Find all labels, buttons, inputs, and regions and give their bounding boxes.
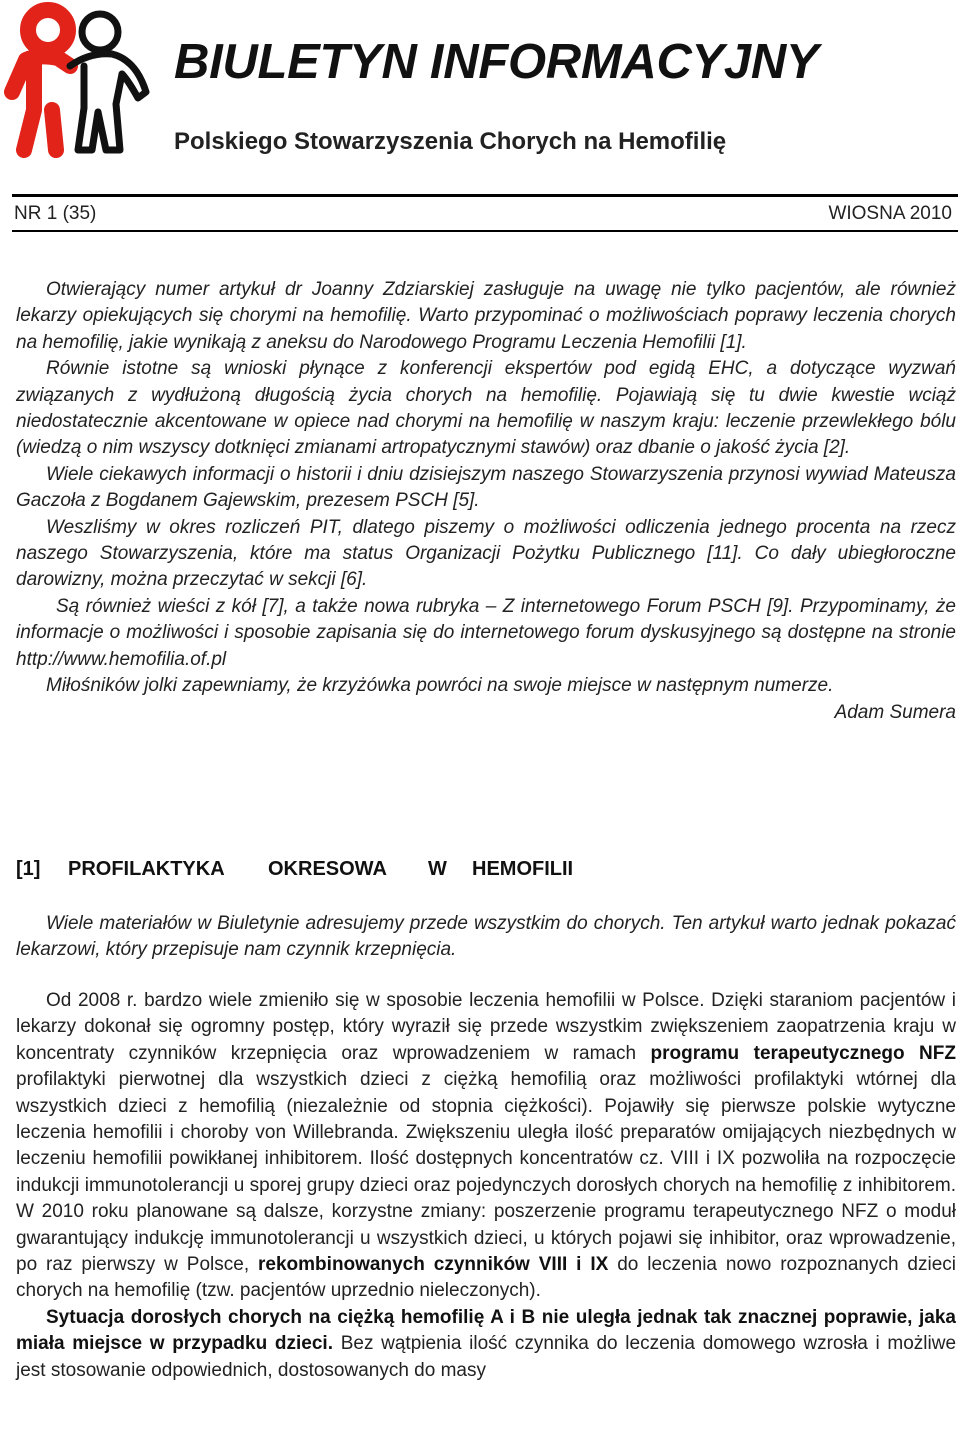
article-heading-word: W — [428, 858, 447, 880]
article-text: Od 2008 r. bardzo wiele zmieniło się w sposobie leczenia hemofilii w Polsce. Dzięki staraniom pacjentów i lekarzy dokonał się ogromny postęp, który wyraził się przede wszystkim zwiększeniem zaopatrzenia kraju w koncentraty czynników krzepnięcia oraz wprowadzeniem w ramach — [16, 990, 956, 1064]
logo-head-red — [28, 10, 68, 50]
article-text: Bez wątpienia ilość czynnika do leczenia domowego wzrosła i możliwe jest stosowanie odpowiednich, dostosowanych do masy — [16, 1333, 957, 1381]
logo-figure-red — [12, 10, 70, 150]
article-emphasis: programu terapeutycznego NFZ — [650, 1042, 956, 1064]
article-heading — [16, 858, 573, 881]
article-body — [16, 988, 956, 1384]
editorial-paragraph: Weszliśmy w okres rozliczeń PIT, dlatego piszemy o możliwości odliczenia jednego procenta na rzecz naszego Stowarzyszenia, które ma status Organizacji Pożytku Publicznego [11]. Co dały ubiegłoroczne darowizny, można przeczytać w sekcji [6]. — [16, 516, 956, 591]
editorial-paragraph: Miłośników jolki zapewniamy, że krzyżówka powróci na swoje miejsce w następnym numerze. — [46, 675, 834, 697]
newsletter-title: BIULETYN INFORMACYJNY — [174, 35, 819, 89]
article-heading-word: HEMOFILII — [472, 858, 574, 880]
header-rule-bottom — [12, 230, 958, 232]
article-emphasis: Sytuacja dorosłych chorych na ciężką hemofilię A i B nie uległa jednak tak znacznej poprawie, jaka miała miejsce w przypadku dzieci. — [16, 1306, 956, 1355]
issue-number: NR 1 (35) — [14, 203, 97, 224]
issue-season: WIOSNA 2010 — [828, 203, 952, 224]
article-intro-text: Wiele materiałów w Biuletynie adresujemy przede wszystkim do chorych. Ten artykuł warto jednak pokazać lekarzowi, który przepisuje nam czynnik krzepnięcia. — [16, 913, 956, 961]
editorial-paragraph: Równie istotne są wnioski płynące z konferencji ekspertów pod egidą EHC, a dotyczące wyzwań związanych z wydłużoną długością życia chorych na hemofilię. Pojawiają się tu dwie kwestie wciąż niedostatecznie akcentowane w opiece nad chorymi na hemofilię w naszym kraju: leczenie przewlekłego bólu (wiedzą o nim wszyscy dotknięci zmianami artropatycznymi stawów) oraz dbanie o jakość życia [2]. — [16, 358, 956, 459]
article-paragraph — [16, 988, 956, 1305]
article-number: [1] — [16, 858, 41, 880]
logo-head-black — [82, 14, 118, 50]
article-intro — [16, 911, 956, 964]
editorial-paragraph: Otwierający numer artykuł dr Joanny Zdziarskiej zasługuje na uwagę nie tylko pacjentów, ale również lekarzy opiekujących się chorymi na hemofilię. Warto przypominać o możliwościach poprawy leczenia chorych na hemofilię, jakie wynikają z aneksu do Narodowego Programu Leczenia Hemofilii [1]. — [16, 279, 956, 353]
editorial-paragraph: Są również wieści z kół [7], a także nowa rubryka – Z internetowego Forum PSCH [9]. Przypominamy, że informacje o możliwości i sposobie zapisania się do internetowego forum dyskusyjnego są dostępne na stronie http://www.hemofilia.of.pl — [16, 595, 956, 670]
newsletter-subtitle: Polskiego Stowarzyszenia Chorych na Hemofilię — [174, 128, 727, 155]
article-paragraph — [16, 1305, 956, 1384]
article-text: do leczenia nowo rozpoznanych dzieci chorych na hemofilię (tzw. pacjentów uprzednio nieleczonych). — [16, 1254, 957, 1302]
article-text: profilaktyki pierwotnej dla wszystkich dzieci z ciężką hemofilią oraz możliwości profilaktyki wtórnej dla wszystkich dzieci z hemofilią (niezależnie od stopnia ciężkości). Pojawiły się pierwsze polskie wytyczne leczenia hemofilii i choroby von Willebranda. Zwiększeniu uległa ilość preparatów omijających niezbędnych w leczeniu hemofilii powikłanej inhibitorem. Ilość dostępnych koncentratów cz. VIII i IX pozwoliła na rozpoczęcie indukcji immunotolerancji u sporej grupy dzieci oraz pojedynczych dorosłych chorych na hemofilię z inhibitorem. W 2010 roku planowane są dalsze, korzystne zmiany: poszerzenie programu terapeutycznego NFZ o moduł gwarantujący indukcję immunotolerancji u wszystkich dzieci, u których pojawi się inhibitor, oraz wprowadzenie, po raz pierwszy w Polsce, — [16, 1069, 956, 1276]
editorial — [16, 277, 956, 726]
header-rule-top — [12, 194, 958, 197]
logo-leg-red-right — [52, 110, 56, 150]
article-heading-word: PROFILAKTYKA — [68, 858, 225, 880]
editorial-signature: Adam Sumera — [834, 701, 956, 723]
issue-row — [14, 203, 952, 225]
logo-figure-black — [70, 14, 146, 150]
logo — [0, 0, 160, 180]
editorial-paragraph: Wiele ciekawych informacji o historii i dniu dzisiejszym naszego Stowarzyszenia przynosi wywiad Mateusza Gaczoła z Bogdanem Gajewskim, prezesem PSCH [5]. — [16, 463, 956, 512]
article-heading-word: OKRESOWA — [268, 858, 387, 880]
article-emphasis: rekombinowanych czynników VIII i IX — [258, 1254, 609, 1276]
logo-body-black — [78, 66, 122, 150]
